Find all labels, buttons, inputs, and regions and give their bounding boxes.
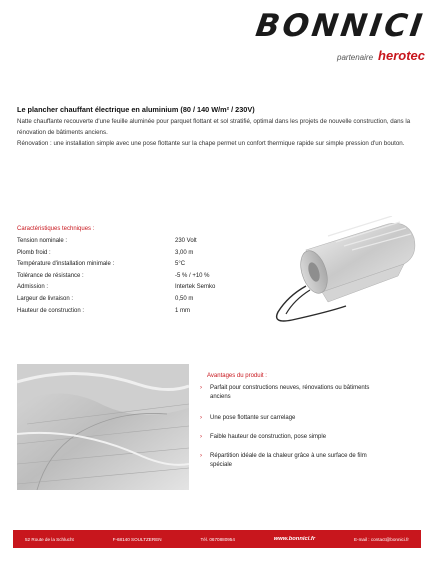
spec-label: Température d'installation minimale : — [17, 261, 115, 268]
description-paragraph: Natte chauffante recouverte d'une feuille aluminée pour parquet flottant et sol stratifié, optimal dans les projets de nouvelle construction, dans la rénovation de bâtiments anciens. — [17, 118, 411, 136]
spec-label: Hauteur de construction : — [17, 307, 85, 314]
footer-email-link[interactable]: E-mail : contact@bonnici.fr — [353, 536, 409, 542]
partner-brand-logo: herotec — [378, 48, 425, 63]
spec-row — [17, 273, 237, 285]
partner-line — [337, 48, 425, 63]
spec-row — [17, 284, 237, 296]
spec-value: -5 % / +10 % — [175, 272, 210, 279]
list-item — [200, 452, 380, 470]
product-title: Le plancher chauffant électrique en aluminium (80 / 140 W/m² / 230V) — [17, 105, 255, 114]
bullet-icon: › — [200, 434, 202, 440]
list-item — [200, 414, 380, 423]
footer-website-link[interactable]: www.bonnici.fr — [273, 536, 316, 542]
spec-label: Largeur de livraison : — [17, 295, 74, 302]
list-item — [200, 433, 380, 442]
spec-value: 230 Volt — [175, 238, 197, 244]
footer-address: 52 Route de la Schlucht — [25, 536, 74, 542]
spec-value: 0,50 m — [175, 295, 194, 302]
spec-row — [17, 261, 237, 273]
spec-value: 1 mm — [175, 307, 190, 314]
advantage-text: Parfait pour constructions neuves, rénovations ou bâtiments anciens — [210, 385, 370, 400]
spec-row — [17, 296, 237, 308]
description-paragraph: Rénovation : une installation simple avec une pose flottante sur la chape permet un confort thermique rapide sur simple pression d'un bouton. — [17, 140, 405, 147]
spec-row — [17, 238, 237, 250]
spec-row — [17, 250, 237, 262]
spec-row — [17, 308, 237, 320]
spec-label: Tolérance de résistance : — [17, 272, 84, 279]
heating-mat-installation-image — [17, 364, 189, 490]
advantage-text: Faible hauteur de construction, pose simple — [210, 434, 327, 440]
spec-value: 5°C — [175, 261, 186, 268]
heating-mat-roll-image — [248, 216, 424, 344]
bullet-icon: › — [200, 415, 202, 421]
list-item — [200, 384, 380, 402]
advantage-text: Une pose flottante sur carrelage — [210, 415, 296, 421]
partner-label: partenaire — [337, 53, 374, 62]
spec-value: Intertek Semko — [175, 284, 216, 291]
footer-bar — [13, 530, 421, 548]
bullet-icon: › — [200, 385, 202, 391]
spec-label: Tension nominale : — [17, 238, 68, 244]
bullet-icon: › — [200, 453, 202, 459]
specs-table — [17, 238, 237, 319]
spec-label: Admission : — [17, 284, 49, 291]
brand-logo: BONNICI — [253, 8, 428, 44]
spec-value: 3,00 m — [175, 249, 194, 256]
footer-phone: Tél. 0670880954 — [200, 536, 235, 542]
advantages-list — [200, 384, 380, 480]
brand-header — [155, 8, 428, 66]
advantages-heading: Avantages du produit : — [207, 373, 267, 379]
product-description — [17, 116, 421, 149]
advantage-text: Répartition idéale de la chaleur grâce à une surface de film spéciale — [210, 453, 367, 468]
footer-city: F-68140 SOULTZEREN — [112, 536, 162, 542]
spec-label: Plomb froid : — [17, 249, 51, 256]
specs-heading: Caractéristiques techniques : — [17, 226, 95, 232]
